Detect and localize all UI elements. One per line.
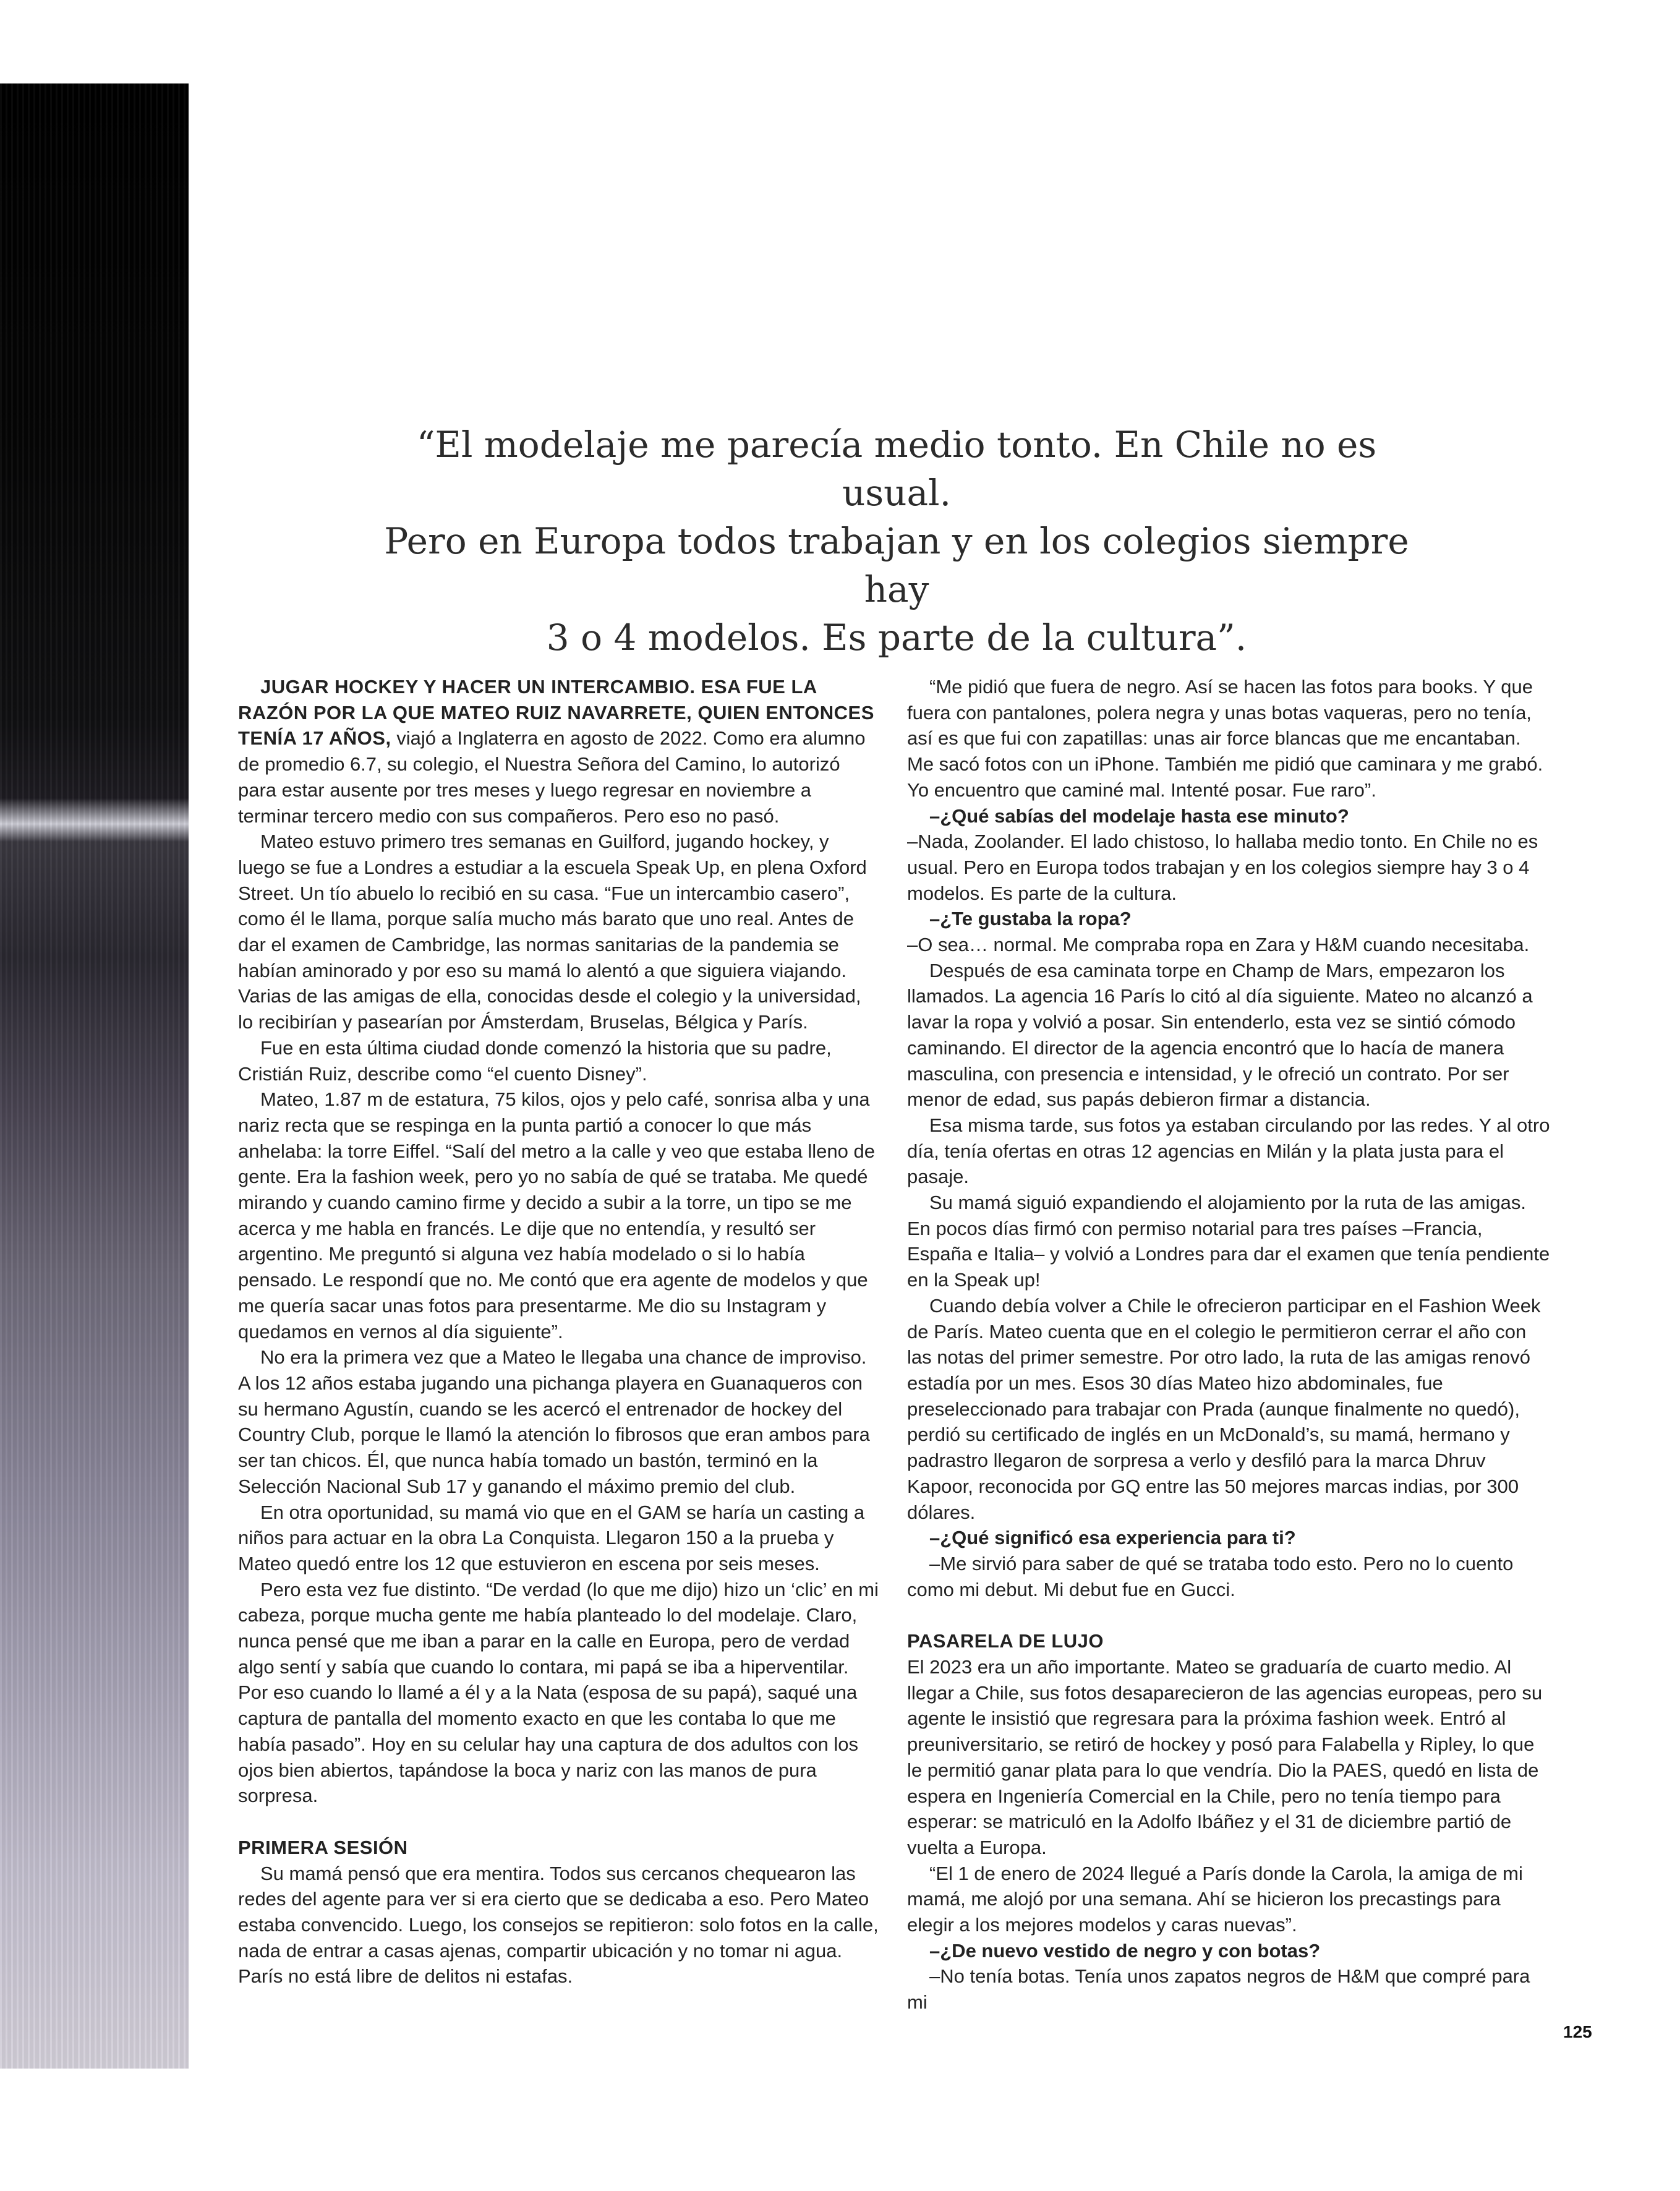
lead-rest: viajó a Inglaterra en agosto de 2022. Como era alumno de promedio 6.7, su colegio, el Nuestra Señora del Camino, lo autorizó para estar ausente por tres meses y luego regresar en noviembre a terminar tercero medio con sus compañeros. Pero eso no pasó. [238, 727, 866, 827]
interview-answer: –Nada, Zoolander. El lado chistoso, lo hallaba medio tonto. En Chile no es usual. Pero en Europa todos trabajan y en los colegios siempre hay 3 o 4 modelos. Es parte de la cultura. [907, 831, 1538, 904]
lead-bold: JUGAR HOCKEY Y HACER UN INTERCAMBIO. ESA FUE LA RAZÓN POR LA QUE MATEO RUIZ NAVARRETE, QUIEN ENTONCES TENÍA 17 AÑOS, [238, 676, 874, 750]
body-paragraph: “Me pidió que fuera de negro. Así se hacen las fotos para books. Y que fuera con pantalones, polera negra y unas botas vaqueras, pero no tenía, así es que fui con zapatillas: unas air force blancas que me encantaban. Me sacó fotos con un iPhone. También me pidió que caminara y me grabó. Yo encuentro que caminé mal. Intenté posar. Fue raro”. [907, 676, 1543, 801]
interview-answer: –O sea… normal. Me compraba ropa en Zara y H&M cuando necesitaba. [907, 934, 1530, 956]
lead-paragraph [238, 674, 881, 829]
interview-question: –¿De nuevo vestido de negro y con botas? [929, 1939, 1321, 1962]
body-paragraph: Su mamá pensó que era mentira. Todos sus cercanos chequearon las redes del agente para ver si era cierto que se dedicaba a eso. Pero Mateo estaba convencido. Luego, los consejos se repitieron: solo fotos en la calle, nada de entrar a casas ajenas, compartir ubicación y no tomar ni agua. París no está libre de delitos ni estafas. [238, 1862, 879, 1988]
body-paragraph: Mateo, 1.87 m de estatura, 75 kilos, ojos y pelo café, sonrisa alba y una nariz recta que se respinga en la punta partió a conocer lo que más anhelaba: la torre Eiffel. “Salí del metro a la calle y veo que estaba lleno de gente. Era la fashion week, pero yo no sabía de qué se trataba. Me quedé mirando y cuando camino firme y decido a subir a la torre, un tipo se me acerca y me habla en francés. Le dije que no entendía, y resultó ser argentino. Me preguntó si alguna vez había modelado o si lo había pensado. Le respondí que no. Me contó que era agente de modelos y que me quería sacar unas fotos para presentarme. Me dio su Instagram y quedamos en vernos al día siguiente”. [238, 1088, 875, 1343]
body-paragraph: Después de esa caminata torpe en Champ de Mars, empezaron los llamados. La agencia 16 París lo citó al día siguiente. Mateo no alcanzó a lavar la ropa y volvió a posar. Sin entenderlo, esta vez se sintió cómodo caminando. El director de la agencia encontró que lo hacía de manera masculina, con presencia e intensidad, y le ofreció un contrato. Por ser menor de edad, sus papás debieron firmar a distancia. [907, 959, 1533, 1111]
pull-quote [371, 421, 1422, 662]
photo-strip [0, 83, 189, 2069]
body-paragraph: Esa misma tarde, sus fotos ya estaban circulando por las redes. Y al otro día, tenía ofertas en otras 12 agencias en Milán y la plata justa para el pasaje. [907, 1114, 1550, 1188]
pull-quote-line: “El modelaje me parecía medio tonto. En Chile no es usual. [416, 424, 1377, 514]
pull-quote-line: Pero en Europa todos trabajan y en los colegios siempre hay [384, 520, 1409, 610]
section-heading: PRIMERA SESIÓN [238, 1836, 408, 1858]
interview-answer: –Me sirvió para saber de qué se trataba todo esto. Pero no lo cuento como mi debut. Mi debut fue en Gucci. [907, 1552, 1514, 1600]
page-number: 125 [1563, 2022, 1592, 2041]
left-column [238, 674, 881, 1989]
body-paragraph: Pero esta vez fue distinto. “De verdad (lo que me dijo) hizo un ‘clic’ en mi cabeza, porque mucha gente me había planteado lo del modelaje. Claro, nunca pensé que me iban a parar en la calle en Europa, pero de verdad algo sentí y sabía que cuando lo contara, mi papá se iba a hiperventilar. Por eso cuando lo llamé a él y a la Nata (esposa de su papá), saqué una captura de pantalla del momento exacto en que les contaba lo que me había pasado”. Hoy en su celular hay una captura de dos adultos con los ojos bien abiertos, tapándose la boca y nariz con las manos de pura sorpresa. [238, 1578, 879, 1807]
body-paragraph: En otra oportunidad, su mamá vio que en el GAM se haría un casting a niños para actuar en la obra La Conquista. Llegaron 150 a la prueba y Mateo quedó entre los 12 que estuvieron en escena por seis meses. [238, 1501, 865, 1574]
interview-question: –¿Qué significó esa experiencia para ti? [929, 1527, 1296, 1549]
body-paragraph: Cuando debía volver a Chile le ofrecieron participar en el Fashion Week de París. Mateo cuenta que en el colegio le permitieron cerrar el año con las notas del primer semestre. Por otro lado, la ruta de las amigas renovó estadía por un mes. Esos 30 días Mateo hizo abdominales, fue preseleccionado para trabajar con Prada (aunque finalmente no quedó), perdió su certificado de inglés en un McDonald’s, su mamá, hermano y padrastro llegaron de sorpresa a verlo y desfiló para la marca Dhruv Kapoor, reconocida por GQ entre las 50 mejores marcas indias, por 300 dólares. [907, 1294, 1541, 1523]
body-paragraph: Mateo estuvo primero tres semanas en Guilford, jugando hockey, y luego se fue a Londres a estudiar a la escuela Speak Up, en plena Oxford Street. Un tío abuelo lo recibió en su casa. “Fue un intercambio casero”, como él le llama, porque salía mucho más barato que uno real. Antes de dar el examen de Cambridge, las normas sanitarias de la pandemia se habían aminorado y por eso su mamá lo alentó a que siguiera viajando. Varias de las amigas de ella, conocidas desde el colegio y la universidad, lo recibirían y pasearían por Ámsterdam, Bruselas, Bélgica y París. [238, 831, 867, 1033]
body-paragraph: No era la primera vez que a Mateo le llegaba una chance de improviso. A los 12 años estaba jugando una pichanga playera en Guanaqueros con su hermano Agustín, cuando se les acercó el entrenador de hockey del Country Club, porque le llamó la atención lo fibrosos que eran ambos para ser tan chicos. Él, que nunca había tomado un bastón, terminó en la Selección Nacional Sub 17 y ganando el máximo premio del club. [238, 1346, 870, 1497]
body-paragraph: El 2023 era un año importante. Mateo se graduaría de cuarto medio. Al llegar a Chile, sus fotos desaparecieron de las agencias europeas, pero su agente le insistió que regresara para la próxima fashion week. Entró al preuniversitario, se retiró de hockey y posó para Falabella y Ripley, lo que le permitió ganar plata para lo que vendría. Dio la PAES, quedó en lista de espera en Ingeniería Comercial en la Chile, pero no tenía tiempo para esperar: se matriculó en la Adolfo Ibáñez y el 31 de diciembre partió de vuelta a Europa. [907, 1656, 1543, 1858]
right-column [907, 674, 1550, 2015]
interview-question: –¿Te gustaba la ropa? [929, 908, 1132, 930]
body-paragraph: Su mamá siguió expandiendo el alojamiento por la ruta de las amigas. En pocos días firmó con permiso notarial para tres países –Francia, España e Italia– y volvió a Londres para dar el examen que tenía pendiente en la Speak up! [907, 1192, 1550, 1291]
body-paragraph: Fue en esta última ciudad donde comenzó la historia que su padre, Cristián Ruiz, describe como “el cuento Disney”. [238, 1036, 832, 1085]
section-heading: PASARELA DE LUJO [907, 1630, 1104, 1652]
interview-answer: –No tenía botas. Tenía unos zapatos negros de H&M que compré para mi [907, 1965, 1530, 2014]
body-paragraph: “El 1 de enero de 2024 llegué a París donde la Carola, la amiga de mi mamá, me alojó por una semana. Ahí se hicieron los precastings para elegir a los mejores modelos y caras nuevas”. [907, 1862, 1523, 1936]
interview-question: –¿Qué sabías del modelaje hasta ese minuto? [929, 805, 1349, 827]
pull-quote-line: 3 o 4 modelos. Es parte de la cultura”. [546, 617, 1247, 659]
